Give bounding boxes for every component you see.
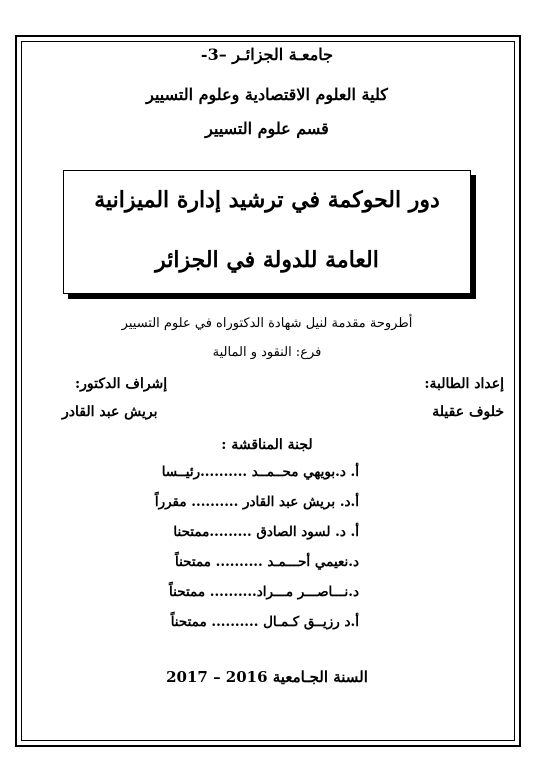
department-name: قسم علوم التسيير xyxy=(205,119,329,138)
jury-member: أ.د رزيــق كـمـال .......... ممتحناً xyxy=(170,614,359,630)
thesis-title-box xyxy=(63,170,471,294)
supervisor-name: بريش عبد القادر xyxy=(62,404,158,420)
jury-member: أ.د. بريش عبد القادر .......... مقرراً xyxy=(154,494,359,510)
student-label: إعداد الطالبة: xyxy=(424,376,504,392)
thesis-branch: فرع: النقود و المالية xyxy=(212,345,322,360)
student-name: خلوف عقيلة xyxy=(432,404,504,420)
academic-year: السنة الجـامعية 2016 – 2017 xyxy=(166,668,368,686)
thesis-description: أطروحة مقدمة لنيل شهادة الدكتوراه في علوم التسيير xyxy=(121,316,413,331)
university-name: جامعـة الجزائـر –3- xyxy=(200,45,334,64)
jury-member: أ. د. لسود الصادق .........ممتحنا xyxy=(173,524,359,540)
thesis-title-line-2: العامة للدولة في الجزائر xyxy=(155,247,379,273)
thesis-title-line-1: دور الحوكمة في ترشيد إدارة الميزانية xyxy=(94,187,440,213)
jury-member: أ. د.بويهي محــمــد ..........رئيــسا xyxy=(161,464,359,480)
supervisor-label: إشراف الدكتور: xyxy=(75,376,168,392)
jury-heading: لجنة المناقشة : xyxy=(221,437,313,453)
jury-member: د.نعيمي أحـــمـد .......... ممتحناً xyxy=(174,554,359,570)
faculty-name: كلية العلوم الاقتصادية وعلوم التسيير xyxy=(146,85,388,104)
jury-member: د.نـــاصـــر مـــراد.......... ممتحناً xyxy=(169,584,359,600)
